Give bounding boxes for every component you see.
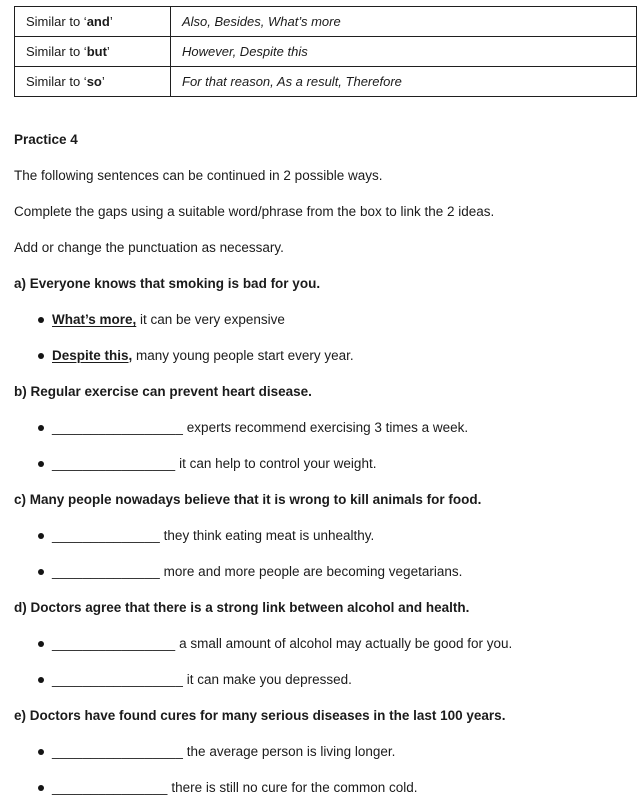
label-prefix: Similar to ‘ <box>26 44 87 59</box>
label-suffix: ’ <box>101 74 105 89</box>
worksheet-page <box>0 6 641 806</box>
instruction-line: Complete the gaps using a suitable word/phrase from the box to link the 2 ideas. <box>14 204 495 219</box>
bullet-icon <box>38 641 44 647</box>
examples-text: Also, Besides, What’s more <box>182 14 341 29</box>
table-row <box>15 7 637 37</box>
table-cell-examples <box>171 37 637 67</box>
blank-line: ________________ <box>52 456 176 471</box>
exercise-label-d: d) Doctors agree that there is a strong link between alcohol and health. <box>14 600 470 615</box>
blank-line: _________________ <box>52 672 184 687</box>
label-term: but <box>86 44 107 59</box>
answer-suffix: , <box>128 348 133 363</box>
bullet-icon <box>38 461 44 467</box>
bullet-text: the average person is living longer. <box>183 744 396 759</box>
bullet-icon <box>38 425 44 431</box>
bullet-item <box>14 743 627 761</box>
instruction-line: Add or change the punctuation as necessary. <box>14 240 284 255</box>
bullet-item <box>14 671 627 689</box>
exercise-label-b: b) Regular exercise can prevent heart disease. <box>14 384 312 399</box>
exercise-label-a: a) Everyone knows that smoking is bad for you. <box>14 276 321 291</box>
bullet-item <box>14 455 627 473</box>
table-cell-examples <box>171 67 637 97</box>
bullet-item <box>14 635 627 653</box>
bullet-icon <box>38 785 44 791</box>
exercise-label-e: e) Doctors have found cures for many serious diseases in the last 100 years. <box>14 708 506 723</box>
bullet-icon <box>38 677 44 683</box>
blank-line: _________________ <box>52 420 184 435</box>
examples-text: However, Despite this <box>182 44 308 59</box>
bullet-text: many young people start every year. <box>132 348 354 363</box>
bullet-text: it can be very expensive <box>136 312 285 327</box>
connectors-table <box>14 6 637 97</box>
bullet-item <box>14 311 627 329</box>
instruction-line: The following sentences can be continued in 2 possible ways. <box>14 168 383 183</box>
label-suffix: ’ <box>106 44 110 59</box>
bullet-icon <box>38 533 44 539</box>
answer-text: What’s more, <box>52 312 137 327</box>
bullet-icon <box>38 317 44 323</box>
label-suffix: ’ <box>109 14 113 29</box>
bullet-text: it can make you depressed. <box>183 672 352 687</box>
table-row <box>15 67 637 97</box>
bullet-text: it can help to control your weight. <box>175 456 377 471</box>
blank-line: _________________ <box>52 744 184 759</box>
bullet-item <box>14 347 627 365</box>
bullet-text: there is still no cure for the common cold. <box>167 780 418 795</box>
blank-line: ______________ <box>52 528 160 543</box>
bullet-item <box>14 527 627 545</box>
bullet-text: experts recommend exercising 3 times a week. <box>183 420 469 435</box>
table-cell-label <box>15 7 171 37</box>
bullet-icon <box>38 353 44 359</box>
bullet-item <box>14 419 627 437</box>
table-cell-label <box>15 67 171 97</box>
answer-text: Despite this <box>52 348 129 363</box>
bullet-item <box>14 563 627 581</box>
bullet-icon <box>38 569 44 575</box>
bullet-text: they think eating meat is unhealthy. <box>159 528 375 543</box>
examples-text: For that reason, As a result, Therefore <box>182 74 402 89</box>
table-cell-label <box>15 37 171 67</box>
label-term: so <box>86 74 102 89</box>
blank-line: _______________ <box>52 780 168 795</box>
bullet-icon <box>38 749 44 755</box>
table-row <box>15 37 637 67</box>
blank-line: ______________ <box>52 564 160 579</box>
exercise-label-c: c) Many people nowadays believe that it is wrong to kill animals for food. <box>14 492 482 507</box>
label-prefix: Similar to ‘ <box>26 14 87 29</box>
blank-line: ________________ <box>52 636 176 651</box>
label-prefix: Similar to ‘ <box>26 74 87 89</box>
bullet-item <box>14 779 627 797</box>
practice-heading: Practice 4 <box>14 132 78 147</box>
label-term: and <box>86 14 110 29</box>
bullet-text: more and more people are becoming vegetarians. <box>159 564 463 579</box>
practice-section <box>0 97 641 797</box>
bullet-text: a small amount of alcohol may actually be good for you. <box>175 636 513 651</box>
table-cell-examples <box>171 7 637 37</box>
